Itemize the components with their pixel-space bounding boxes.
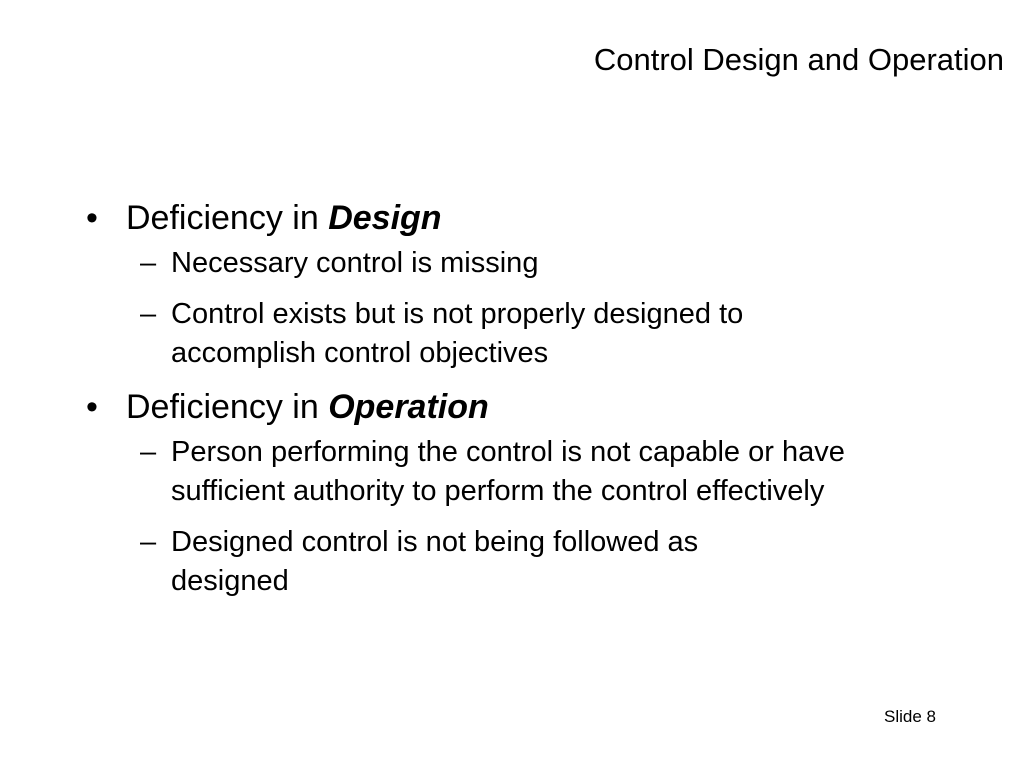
bullet-text: Deficiency in (126, 199, 329, 237)
dash-marker: – (140, 247, 157, 279)
bullet-design (86, 196, 966, 240)
sub-item-text: Designed control is not being followed as designed (171, 526, 699, 597)
sub-item (86, 244, 966, 283)
sub-item (86, 295, 871, 373)
bullet-text: Deficiency in (126, 388, 329, 426)
slide-content (86, 196, 966, 613)
dash-marker: – (140, 436, 157, 468)
sub-item (86, 523, 811, 601)
slide-number: Slide 8 (884, 707, 936, 726)
sub-item (86, 433, 887, 511)
sub-item-text: Necessary control is missing (171, 247, 539, 279)
dash-marker: – (140, 526, 157, 558)
bullet-marker: • (86, 388, 98, 426)
bullet-marker: • (86, 199, 98, 237)
bullet-emphasis: Operation (328, 388, 489, 426)
slide-title: Control Design and Operation (593, 42, 1004, 77)
sub-item-text: Control exists but is not properly designed to accomplish control objectives (171, 298, 744, 369)
bullet-emphasis: Design (328, 199, 442, 237)
dash-marker: – (140, 298, 157, 330)
bullet-operation (86, 385, 966, 429)
sub-item-text: Person performing the control is not capable or have sufficient authority to perform the control effectively (171, 436, 845, 507)
